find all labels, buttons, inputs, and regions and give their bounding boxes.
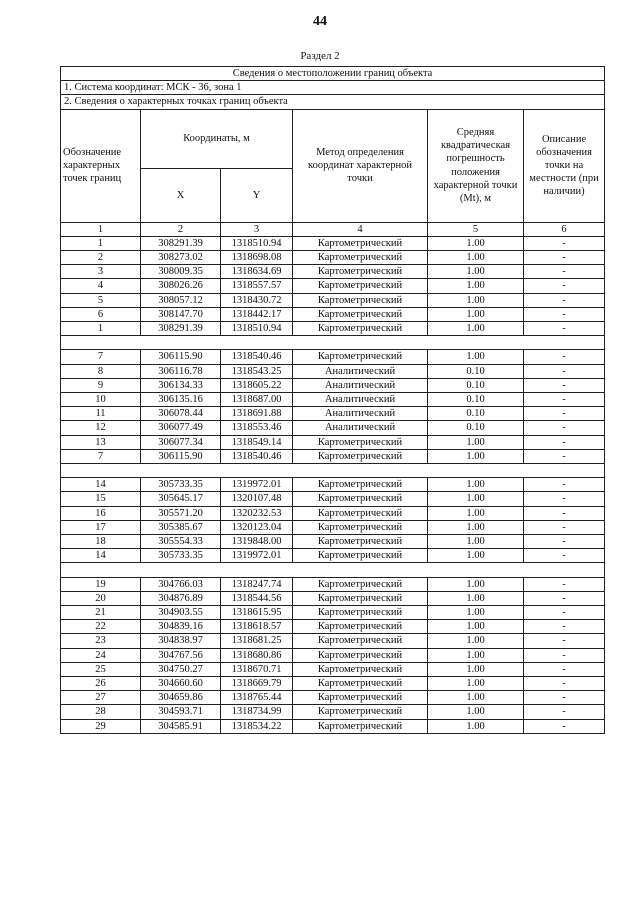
table-row [61,719,605,733]
description-cell: - [524,350,605,364]
point-id-cell: 27 [61,691,141,705]
separator-cell [61,563,605,577]
table-title: Сведения о местоположении границ объекта [61,67,605,81]
error-cell: 1.00 [428,506,524,520]
table-row [61,265,605,279]
point-id-cell: 12 [61,421,141,435]
error-cell: 1.00 [428,265,524,279]
point-id-cell: 28 [61,705,141,719]
error-cell: 1.00 [428,478,524,492]
x-coord-cell: 306135.16 [141,393,221,407]
table-row [61,378,605,392]
method-cell: Картометрический [293,251,428,265]
method-cell: Картометрический [293,606,428,620]
method-cell: Картометрический [293,449,428,463]
table-row [61,421,605,435]
x-coord-cell: 304903.55 [141,606,221,620]
x-coord-cell: 304659.86 [141,691,221,705]
point-id-cell: 7 [61,350,141,364]
description-cell: - [524,549,605,563]
x-coord-cell: 304838.97 [141,634,221,648]
table-row [61,620,605,634]
y-coord-cell: 1318540.46 [221,449,293,463]
x-coord-cell: 308026.26 [141,279,221,293]
x-coord-cell: 306134.33 [141,378,221,392]
description-cell: - [524,421,605,435]
points-heading-row: 2. Сведения о характерных точках границ объекта [61,95,605,109]
x-coord-cell: 304593.71 [141,705,221,719]
table-row [61,393,605,407]
x-coord-cell: 306115.90 [141,350,221,364]
description-cell: - [524,293,605,307]
y-coord-cell: 1318618.57 [221,620,293,634]
x-coord-cell: 308147.70 [141,307,221,321]
y-coord-cell: 1319972.01 [221,549,293,563]
point-id-cell: 24 [61,648,141,662]
error-cell: 1.00 [428,350,524,364]
column-number: 6 [524,222,605,236]
y-coord-cell: 1318734.99 [221,705,293,719]
method-cell: Картометрический [293,350,428,364]
point-id-cell: 14 [61,478,141,492]
y-coord-cell: 1318681.25 [221,634,293,648]
error-cell: 0.10 [428,393,524,407]
description-cell: - [524,407,605,421]
method-cell: Картометрический [293,435,428,449]
table-row [61,535,605,549]
table-row [61,591,605,605]
point-id-cell: 22 [61,620,141,634]
method-cell: Аналитический [293,378,428,392]
error-cell: 0.10 [428,407,524,421]
error-cell: 1.00 [428,236,524,250]
y-coord-cell: 1318553.46 [221,421,293,435]
method-cell: Картометрический [293,620,428,634]
method-cell: Аналитический [293,407,428,421]
description-cell: - [524,606,605,620]
point-id-cell: 8 [61,364,141,378]
error-cell: 1.00 [428,549,524,563]
x-coord-cell: 305733.35 [141,478,221,492]
y-coord-cell: 1318543.25 [221,364,293,378]
table-row [61,648,605,662]
error-cell: 1.00 [428,449,524,463]
table-row [61,506,605,520]
table-row [61,549,605,563]
error-cell: 1.00 [428,435,524,449]
table-row [61,677,605,691]
point-id-cell: 15 [61,492,141,506]
table-row [61,293,605,307]
x-coord-cell: 308291.39 [141,236,221,250]
point-id-cell: 13 [61,435,141,449]
description-cell: - [524,251,605,265]
table-row [61,307,605,321]
y-coord-cell: 1319848.00 [221,535,293,549]
error-cell: 1.00 [428,492,524,506]
point-id-cell: 1 [61,322,141,336]
description-cell: - [524,393,605,407]
separator-cell [61,464,605,478]
x-coord-cell: 305733.35 [141,549,221,563]
table-row [61,364,605,378]
point-id-cell: 25 [61,662,141,676]
x-coord-cell: 308009.35 [141,265,221,279]
group-separator-row [61,336,605,350]
error-cell: 1.00 [428,279,524,293]
error-cell: 1.00 [428,634,524,648]
method-cell: Картометрический [293,265,428,279]
y-coord-cell: 1319972.01 [221,478,293,492]
error-cell: 1.00 [428,620,524,634]
y-coord-cell: 1320107.48 [221,492,293,506]
point-id-cell: 20 [61,591,141,605]
point-id-cell: 14 [61,549,141,563]
header-description: Описание обозначения точки на местности (при наличии) [524,109,605,222]
description-cell: - [524,591,605,605]
description-cell: - [524,705,605,719]
y-coord-cell: 1318670.71 [221,662,293,676]
error-cell: 0.10 [428,364,524,378]
table-row [61,520,605,534]
point-id-cell: 3 [61,265,141,279]
description-cell: - [524,535,605,549]
y-coord-cell: 1318691.88 [221,407,293,421]
method-cell: Картометрический [293,492,428,506]
method-cell: Аналитический [293,393,428,407]
description-cell: - [524,378,605,392]
error-cell: 1.00 [428,719,524,733]
section-label: Раздел 2 [300,50,340,62]
y-coord-cell: 1318510.94 [221,322,293,336]
description-cell: - [524,506,605,520]
y-coord-cell: 1318680.86 [221,648,293,662]
method-cell: Картометрический [293,691,428,705]
point-id-cell: 11 [61,407,141,421]
point-id-cell: 4 [61,279,141,293]
point-id-cell: 5 [61,293,141,307]
y-coord-cell: 1320232.53 [221,506,293,520]
table-row [61,577,605,591]
error-cell: 1.00 [428,307,524,321]
column-number: 5 [428,222,524,236]
point-id-cell: 18 [61,535,141,549]
y-coord-cell: 1318765.44 [221,691,293,705]
error-cell: 0.10 [428,421,524,435]
x-coord-cell: 308273.02 [141,251,221,265]
error-cell: 1.00 [428,322,524,336]
point-id-cell: 7 [61,449,141,463]
description-cell: - [524,307,605,321]
method-cell: Картометрический [293,705,428,719]
x-coord-cell: 306077.34 [141,435,221,449]
description-cell: - [524,322,605,336]
header-error: Средняя квадратическая погрешность положения характерной точки (Mt), м [428,109,524,222]
method-cell: Картометрический [293,662,428,676]
y-coord-cell: 1318544.56 [221,591,293,605]
x-coord-cell: 304876.89 [141,591,221,605]
y-coord-cell: 1318540.46 [221,350,293,364]
error-cell: 1.00 [428,662,524,676]
header-x: X [141,169,221,222]
x-coord-cell: 306116.78 [141,364,221,378]
x-coord-cell: 306115.90 [141,449,221,463]
y-coord-cell: 1318430.72 [221,293,293,307]
method-cell: Картометрический [293,719,428,733]
x-coord-cell: 304766.03 [141,577,221,591]
separator-cell [61,336,605,350]
point-id-cell: 26 [61,677,141,691]
x-coord-cell: 308057.12 [141,293,221,307]
method-cell: Картометрический [293,648,428,662]
y-coord-cell: 1318687.00 [221,393,293,407]
method-cell: Картометрический [293,634,428,648]
x-coord-cell: 304767.56 [141,648,221,662]
coord-system-row: 1. Система координат: МСК - 36, зона 1 [61,81,605,95]
y-coord-cell: 1318534.22 [221,719,293,733]
method-cell: Картометрический [293,307,428,321]
method-cell: Картометрический [293,478,428,492]
point-id-cell: 21 [61,606,141,620]
x-coord-cell: 305554.33 [141,535,221,549]
boundary-points-table [60,66,605,734]
y-coord-cell: 1318634.69 [221,265,293,279]
x-coord-cell: 305385.67 [141,520,221,534]
y-coord-cell: 1318605.22 [221,378,293,392]
point-id-cell: 29 [61,719,141,733]
description-cell: - [524,620,605,634]
point-id-cell: 10 [61,393,141,407]
point-id-cell: 17 [61,520,141,534]
x-coord-cell: 308291.39 [141,322,221,336]
column-number: 4 [293,222,428,236]
error-cell: 1.00 [428,705,524,719]
error-cell: 1.00 [428,577,524,591]
x-coord-cell: 305645.17 [141,492,221,506]
table-row [61,449,605,463]
description-cell: - [524,520,605,534]
method-cell: Картометрический [293,591,428,605]
y-coord-cell: 1318510.94 [221,236,293,250]
x-coord-cell: 306077.49 [141,421,221,435]
description-cell: - [524,435,605,449]
group-separator-row [61,563,605,577]
y-coord-cell: 1318698.08 [221,251,293,265]
error-cell: 1.00 [428,535,524,549]
error-cell: 1.00 [428,691,524,705]
method-cell: Картометрический [293,577,428,591]
header-coords: Координаты, м [141,109,293,169]
point-id-cell: 23 [61,634,141,648]
group-separator-row [61,464,605,478]
point-id-cell: 16 [61,506,141,520]
description-cell: - [524,662,605,676]
error-cell: 1.00 [428,648,524,662]
table-row [61,662,605,676]
point-id-cell: 9 [61,378,141,392]
description-cell: - [524,236,605,250]
page-number: 44 [313,14,327,29]
column-number: 3 [221,222,293,236]
y-coord-cell: 1318442.17 [221,307,293,321]
error-cell: 1.00 [428,677,524,691]
x-coord-cell: 304660.60 [141,677,221,691]
error-cell: 1.00 [428,293,524,307]
description-cell: - [524,478,605,492]
table-row [61,705,605,719]
method-cell: Картометрический [293,506,428,520]
description-cell: - [524,577,605,591]
point-id-cell: 6 [61,307,141,321]
description-cell: - [524,691,605,705]
description-cell: - [524,265,605,279]
table-row [61,492,605,506]
x-coord-cell: 304585.91 [141,719,221,733]
table-row [61,691,605,705]
description-cell: - [524,677,605,691]
x-coord-cell: 305571.20 [141,506,221,520]
point-id-cell: 1 [61,236,141,250]
table-row [61,350,605,364]
table-row [61,236,605,250]
point-id-cell: 2 [61,251,141,265]
method-cell: Аналитический [293,421,428,435]
table-row [61,407,605,421]
method-cell: Картометрический [293,236,428,250]
table-row [61,322,605,336]
y-coord-cell: 1318557.57 [221,279,293,293]
table-row [61,279,605,293]
description-cell: - [524,364,605,378]
table-row [61,478,605,492]
header-method: Метод определения координат характерной точки [293,109,428,222]
error-cell: 1.00 [428,591,524,605]
method-cell: Картометрический [293,535,428,549]
description-cell: - [524,279,605,293]
method-cell: Картометрический [293,520,428,534]
table-row [61,634,605,648]
header-designation: Обозначение характерных точек границ [61,109,141,222]
method-cell: Картометрический [293,322,428,336]
description-cell: - [524,648,605,662]
description-cell: - [524,492,605,506]
header-y: Y [221,169,293,222]
method-cell: Картометрический [293,279,428,293]
y-coord-cell: 1318615.95 [221,606,293,620]
description-cell: - [524,634,605,648]
method-cell: Картометрический [293,677,428,691]
error-cell: 1.00 [428,251,524,265]
y-coord-cell: 1318669.79 [221,677,293,691]
column-number: 2 [141,222,221,236]
point-id-cell: 19 [61,577,141,591]
y-coord-cell: 1318549.14 [221,435,293,449]
table-row [61,251,605,265]
x-coord-cell: 304750.27 [141,662,221,676]
description-cell: - [524,719,605,733]
error-cell: 0.10 [428,378,524,392]
x-coord-cell: 306078.44 [141,407,221,421]
method-cell: Картометрический [293,549,428,563]
table-row [61,435,605,449]
column-number: 1 [61,222,141,236]
table-row [61,606,605,620]
error-cell: 1.00 [428,606,524,620]
y-coord-cell: 1318247.74 [221,577,293,591]
method-cell: Картометрический [293,293,428,307]
y-coord-cell: 1320123.04 [221,520,293,534]
method-cell: Аналитический [293,364,428,378]
error-cell: 1.00 [428,520,524,534]
description-cell: - [524,449,605,463]
x-coord-cell: 304839.16 [141,620,221,634]
